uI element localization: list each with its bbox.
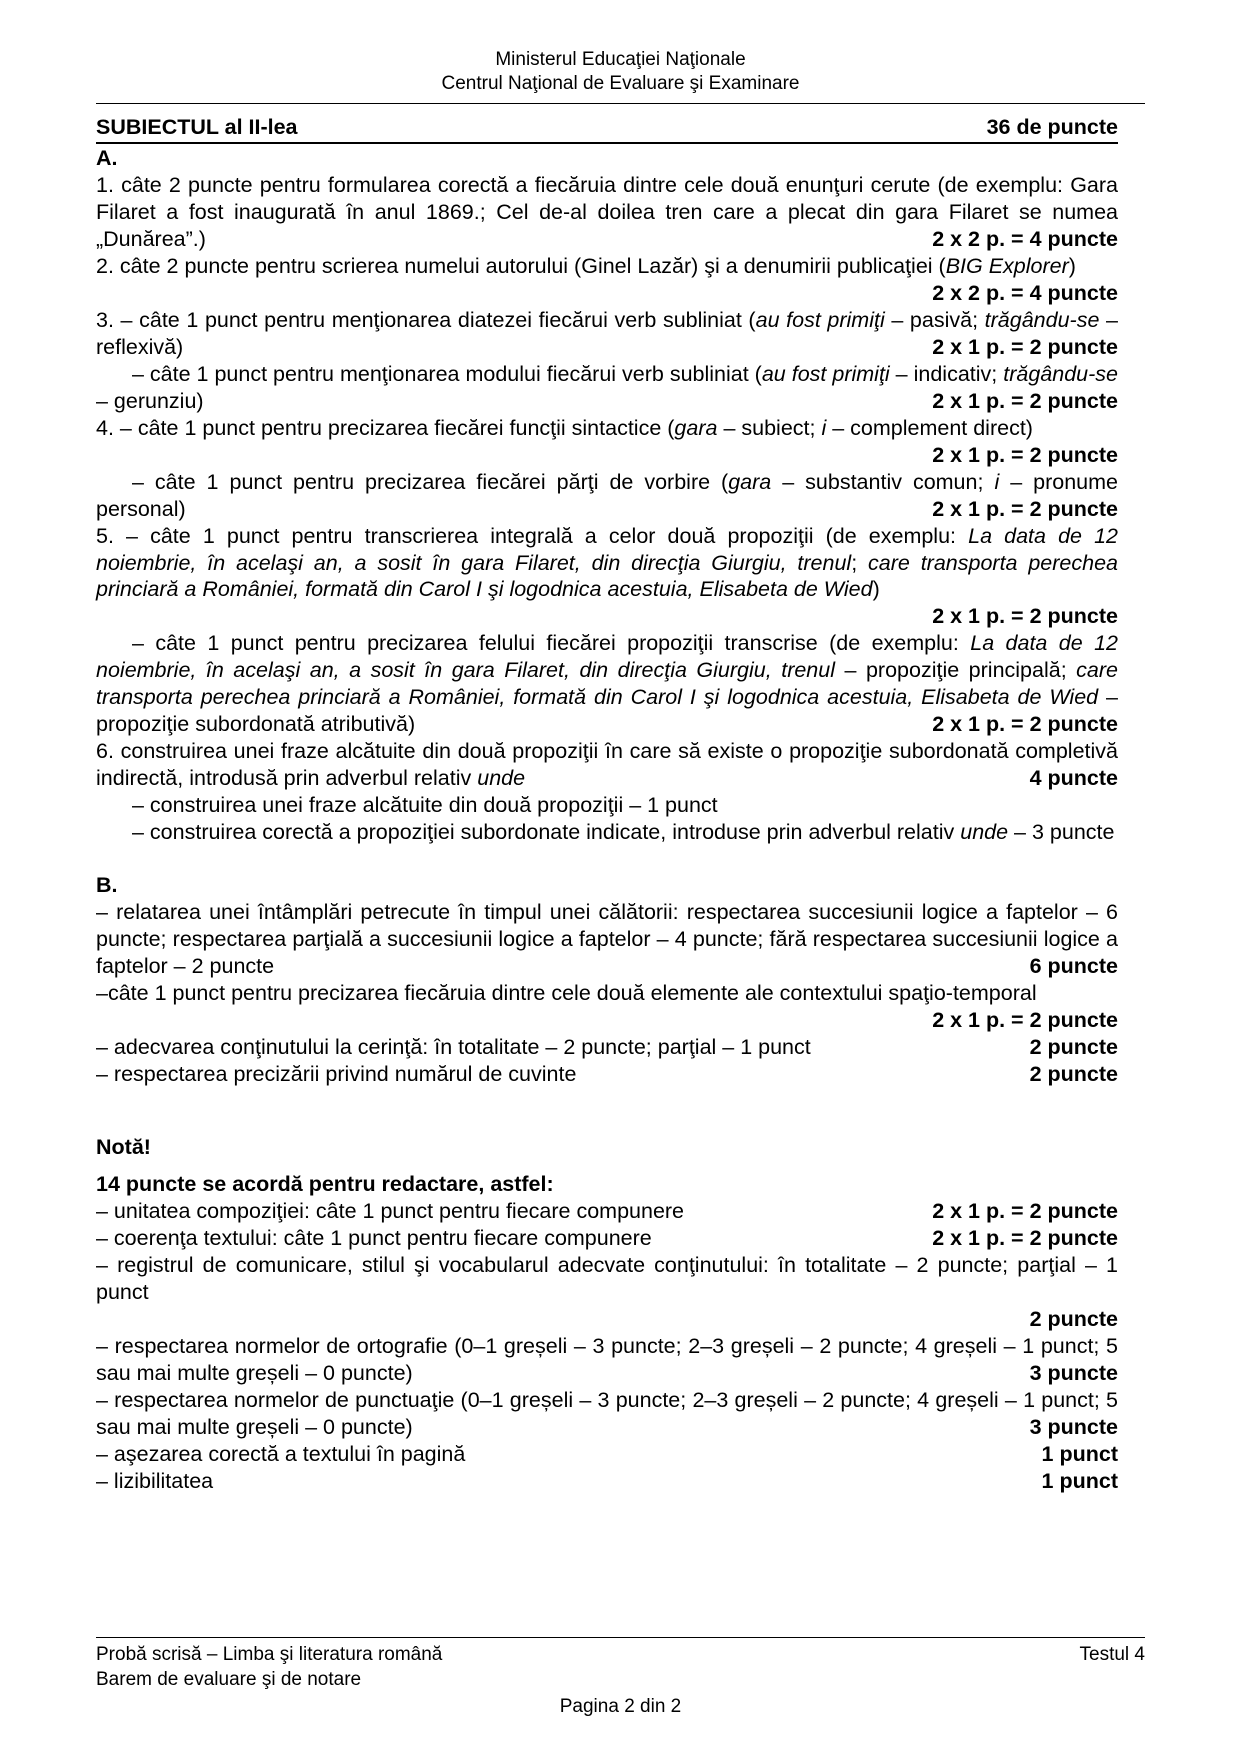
item-a2-text-a: 2. câte 2 puncte pentru scrierea numelui autorului (Ginel Lazăr) şi a denumirii publicaţiei ( bbox=[96, 253, 946, 278]
item-a5-italic-4: care transporta perechea princiară a României, formată din Carol I şi logodnica acestuia, Elisabeta de Wied bbox=[96, 658, 1118, 710]
footer-divider bbox=[96, 1637, 1145, 1638]
footer-exam-label: Probă scrisă – Limba şi literatura română bbox=[96, 1643, 443, 1665]
item-a5-text-a: 5. – câte 1 punct pentru transcrierea integrală a celor două propoziţii (de exemplu: bbox=[96, 523, 969, 548]
item-a3-text-b: – pasivă; bbox=[884, 307, 985, 332]
note-item-points: 2 x 1 p. = 2 puncte bbox=[932, 1198, 1118, 1223]
item-a2-text-b: ) bbox=[1068, 253, 1076, 278]
subject-title bbox=[96, 114, 298, 141]
item-a5-text-f: – propoziţie subordonată atributivă) bbox=[96, 685, 1118, 737]
document-footer bbox=[96, 1637, 1145, 1720]
subject-title-lead: SUBIECTUL bbox=[96, 115, 219, 139]
item-b1-text: – relatarea unei întâmplări petrecute în timpul unei călătorii: respectarea succesiunii logice a faptelor – 6 puncte; respectarea parţială a succesiunii logice a faptelor – 4 puncte; fără respectarea succesiunii logice a faptelor – 2 puncte bbox=[96, 900, 1118, 979]
note-item-2 bbox=[96, 1252, 1118, 1306]
note-item-text: – lizibilitatea bbox=[96, 1468, 214, 1493]
item-b3-text: – adecvarea conţinutului la cerinţă: în totalitate – 2 puncte; parţial – 1 punct bbox=[96, 1034, 811, 1059]
item-a5-italic-2: care transporta perechea princiară a României, formată din Carol I şi logodnica acestuia, Elisabeta de Wied bbox=[96, 550, 1119, 602]
item-a4-italic-2: i bbox=[821, 415, 827, 440]
item-b4 bbox=[96, 1061, 1118, 1088]
spacer bbox=[96, 846, 1118, 872]
note-item-text: – registrul de comunicare, stilul şi vocabularul adecvate conţinutului: în totalitate – 2 puncte; parţial – 1 punct bbox=[96, 1252, 1118, 1304]
item-a4-text-d: – câte 1 punct pentru precizarea fiecărei părţi de vorbire ( bbox=[132, 469, 729, 494]
note-item-text: – aşezarea corectă a textului în pagină bbox=[96, 1441, 466, 1466]
item-a6-sub1 bbox=[96, 792, 1118, 819]
note-item-2-points: 2 puncte bbox=[1029, 1306, 1118, 1331]
item-a4-italic-1: gara bbox=[674, 415, 718, 440]
note-item-text: – coerenţa textului: câte 1 punct pentru fiecare compunere bbox=[96, 1225, 652, 1250]
note-subtitle: 14 puncte se acordă pentru redactare, astfel: bbox=[96, 1171, 554, 1196]
item-a4-functii bbox=[96, 415, 1118, 442]
item-b4-text: – respectarea precizării privind numărul de cuvinte bbox=[96, 1061, 577, 1086]
subject-points: 36 de puncte bbox=[986, 115, 1118, 139]
item-b2-points: 2 x 1 p. = 2 puncte bbox=[932, 1008, 1118, 1032]
item-a3-points-2: 2 x 1 p. = 2 puncte bbox=[932, 388, 1118, 413]
item-a6-points: 4 puncte bbox=[1029, 766, 1118, 791]
section-a-letter: A. bbox=[96, 145, 118, 170]
note-title: Notă! bbox=[96, 1134, 151, 1159]
note-item-points: 2 x 1 p. = 2 puncte bbox=[932, 1225, 1118, 1250]
item-a3-italic-3: au fost primiţi bbox=[761, 361, 890, 386]
footer-top-row bbox=[96, 1643, 1145, 1668]
item-a6-sub2 bbox=[96, 819, 1118, 846]
item-a6-sub1-text: – construirea unei fraze alcătuite din două propoziţii – 1 punct bbox=[132, 793, 718, 818]
item-a4-text-f: – pronume personal) bbox=[96, 469, 1118, 521]
document-body bbox=[96, 114, 1118, 1495]
item-a4-italic-4: i bbox=[994, 469, 1000, 494]
note-item-points: 3 puncte bbox=[1029, 1414, 1118, 1439]
item-a3-text-a: 3. – câte 1 punct pentru menţionarea diatezei fiecărui verb subliniat ( bbox=[96, 307, 756, 332]
item-a4-text-e: – substantiv comun; bbox=[771, 469, 995, 494]
item-b1 bbox=[96, 899, 1118, 980]
item-a1 bbox=[96, 172, 1118, 253]
footer-barem-label: Barem de evaluare şi de notare bbox=[96, 1668, 362, 1690]
note-item-5 bbox=[96, 1441, 1118, 1468]
item-a1-text: 1. câte 2 puncte pentru formularea corectă a fiecăruia dintre cele două enunţuri cerute (de exemplu: Gara Filaret a fost inaugurată în anul 1869.; Cel de-al doilea tren care a plecat din gara Filaret se numea „Dunărea”.) bbox=[96, 172, 1118, 251]
note-item-6 bbox=[96, 1468, 1118, 1495]
item-a3-points-1: 2 x 1 p. = 2 puncte bbox=[932, 334, 1118, 359]
item-a3-italic-2: trăgându-se bbox=[984, 307, 1100, 332]
item-a3-diateza bbox=[96, 307, 1118, 361]
item-a5-text-b: ; bbox=[851, 550, 869, 575]
note-item-text: – respectarea normelor de ortografie (0–1 greșeli – 3 puncte; 2–3 greșeli – 2 puncte; 4 greșeli – 1 punct; 5 sau mai multe greșeli – 0 puncte) bbox=[96, 1333, 1118, 1385]
note-item-1 bbox=[96, 1225, 1118, 1252]
item-a2-points: 2 x 2 p. = 4 puncte bbox=[932, 280, 1118, 305]
item-a5-text-d: – câte 1 punct pentru precizarea felului fiecărei propoziţii transcrise (de exemplu: bbox=[132, 631, 971, 656]
section-b-letter: B. bbox=[96, 873, 118, 898]
item-a6-sub2-text-a: – construirea corectă a propoziţiei subordonate indicate, introduse prin adverbul relativ bbox=[132, 820, 961, 845]
note-item-0 bbox=[96, 1198, 1118, 1225]
footer-test-label: Testul 4 bbox=[1079, 1643, 1145, 1665]
note-item-4 bbox=[96, 1387, 1118, 1441]
item-a5-text-c: ) bbox=[872, 577, 880, 602]
item-a2-italic: BIG Explorer bbox=[945, 253, 1069, 278]
item-a6 bbox=[96, 738, 1118, 792]
spacer bbox=[96, 1088, 1118, 1134]
subject-title-row bbox=[96, 114, 1118, 144]
item-b1-points: 6 puncte bbox=[1029, 954, 1118, 979]
item-a5-italic-1: La data de 12 noiembrie, în acelaşi an, a sosit în gara Filaret, din direcţia Giurgiu, trenul bbox=[96, 523, 1119, 575]
item-a5-points-1: 2 x 1 p. = 2 puncte bbox=[932, 604, 1118, 629]
item-a3-text-e: – indicativ; bbox=[889, 361, 1004, 386]
document-header bbox=[96, 48, 1145, 104]
item-a4-text-b: – subiect; bbox=[717, 415, 822, 440]
item-a4-points-1: 2 x 1 p. = 2 puncte bbox=[932, 442, 1118, 467]
item-a5-italic-3: La data de 12 noiembrie, în acelaşi an, a sosit în gara Filaret, din direcţia Giurgiu, trenul bbox=[96, 631, 1118, 683]
header-center-line: Centrul Naţional de Evaluare şi Examinare bbox=[441, 73, 800, 95]
item-a3-italic-4: trăgându-se bbox=[1003, 361, 1118, 386]
subject-title-rest: al II-lea bbox=[218, 115, 298, 139]
item-a1-points: 2 x 2 p. = 4 puncte bbox=[932, 226, 1118, 251]
item-a3-italic-1: au fost primiţi bbox=[755, 307, 885, 332]
item-a4-text-a: 4. – câte 1 punct pentru precizarea fiecărei funcţii sintactice ( bbox=[96, 415, 675, 440]
item-b3 bbox=[96, 1034, 1118, 1061]
note-item-3 bbox=[96, 1333, 1118, 1387]
note-item-text: – unitatea compoziţiei: câte 1 punct pentru fiecare compunere bbox=[96, 1198, 685, 1223]
item-b2 bbox=[96, 980, 1118, 1007]
item-a4-parti bbox=[96, 469, 1118, 523]
note-item-points: 3 puncte bbox=[1029, 1360, 1118, 1385]
item-a3-modul bbox=[96, 361, 1118, 415]
item-a6-text-a: 6. construirea unei fraze alcătuite din două propoziţii în care să existe o propoziţie subordonată completivă indirectă, introdusă prin adverbul relativ bbox=[96, 739, 1118, 791]
item-a5-points-2: 2 x 1 p. = 2 puncte bbox=[932, 712, 1118, 737]
item-b2-text: –câte 1 punct pentru precizarea fiecăruia dintre cele două elemente ale contextului spaţio-temporal bbox=[96, 981, 1037, 1006]
item-b4-points: 2 puncte bbox=[1029, 1061, 1118, 1086]
item-a3-text-c: – reflexivă) bbox=[96, 307, 1118, 359]
item-a6-sub2-text-b: – 3 puncte bbox=[1008, 820, 1115, 845]
item-a3-text-d: – câte 1 punct pentru menţionarea modului fiecărui verb subliniat ( bbox=[132, 361, 762, 386]
spacer bbox=[96, 1161, 1118, 1171]
item-a4-italic-3: gara bbox=[728, 469, 772, 494]
item-a5-text-e: – propoziţie principală; bbox=[835, 658, 1077, 683]
item-a4-points-2: 2 x 1 p. = 2 puncte bbox=[932, 496, 1118, 521]
item-a5-felul bbox=[96, 630, 1118, 738]
item-a6-italic-1: unde bbox=[477, 766, 526, 791]
note-item-points: 1 punct bbox=[1041, 1468, 1118, 1493]
header-divider bbox=[96, 103, 1145, 104]
item-a2 bbox=[96, 253, 1118, 280]
note-item-text: – respectarea normelor de punctuaţie (0–1 greșeli – 3 puncte; 2–3 greșeli – 2 puncte; 4 greșeli – 1 punct; 5 sau mai multe greșeli – 0 puncte) bbox=[96, 1387, 1118, 1439]
item-a3-text-f: – gerunziu) bbox=[96, 388, 204, 413]
header-ministry-line: Ministerul Educaţiei Naţionale bbox=[495, 49, 746, 70]
item-b3-points: 2 puncte bbox=[1029, 1034, 1118, 1059]
footer-page-number: Pagina 2 din 2 bbox=[559, 1696, 682, 1718]
item-a6-sub2-italic: unde bbox=[960, 820, 1009, 845]
item-a4-text-c: – complement direct) bbox=[826, 415, 1033, 440]
note-item-points: 1 punct bbox=[1041, 1441, 1118, 1466]
item-a5-transcriere bbox=[96, 523, 1118, 604]
